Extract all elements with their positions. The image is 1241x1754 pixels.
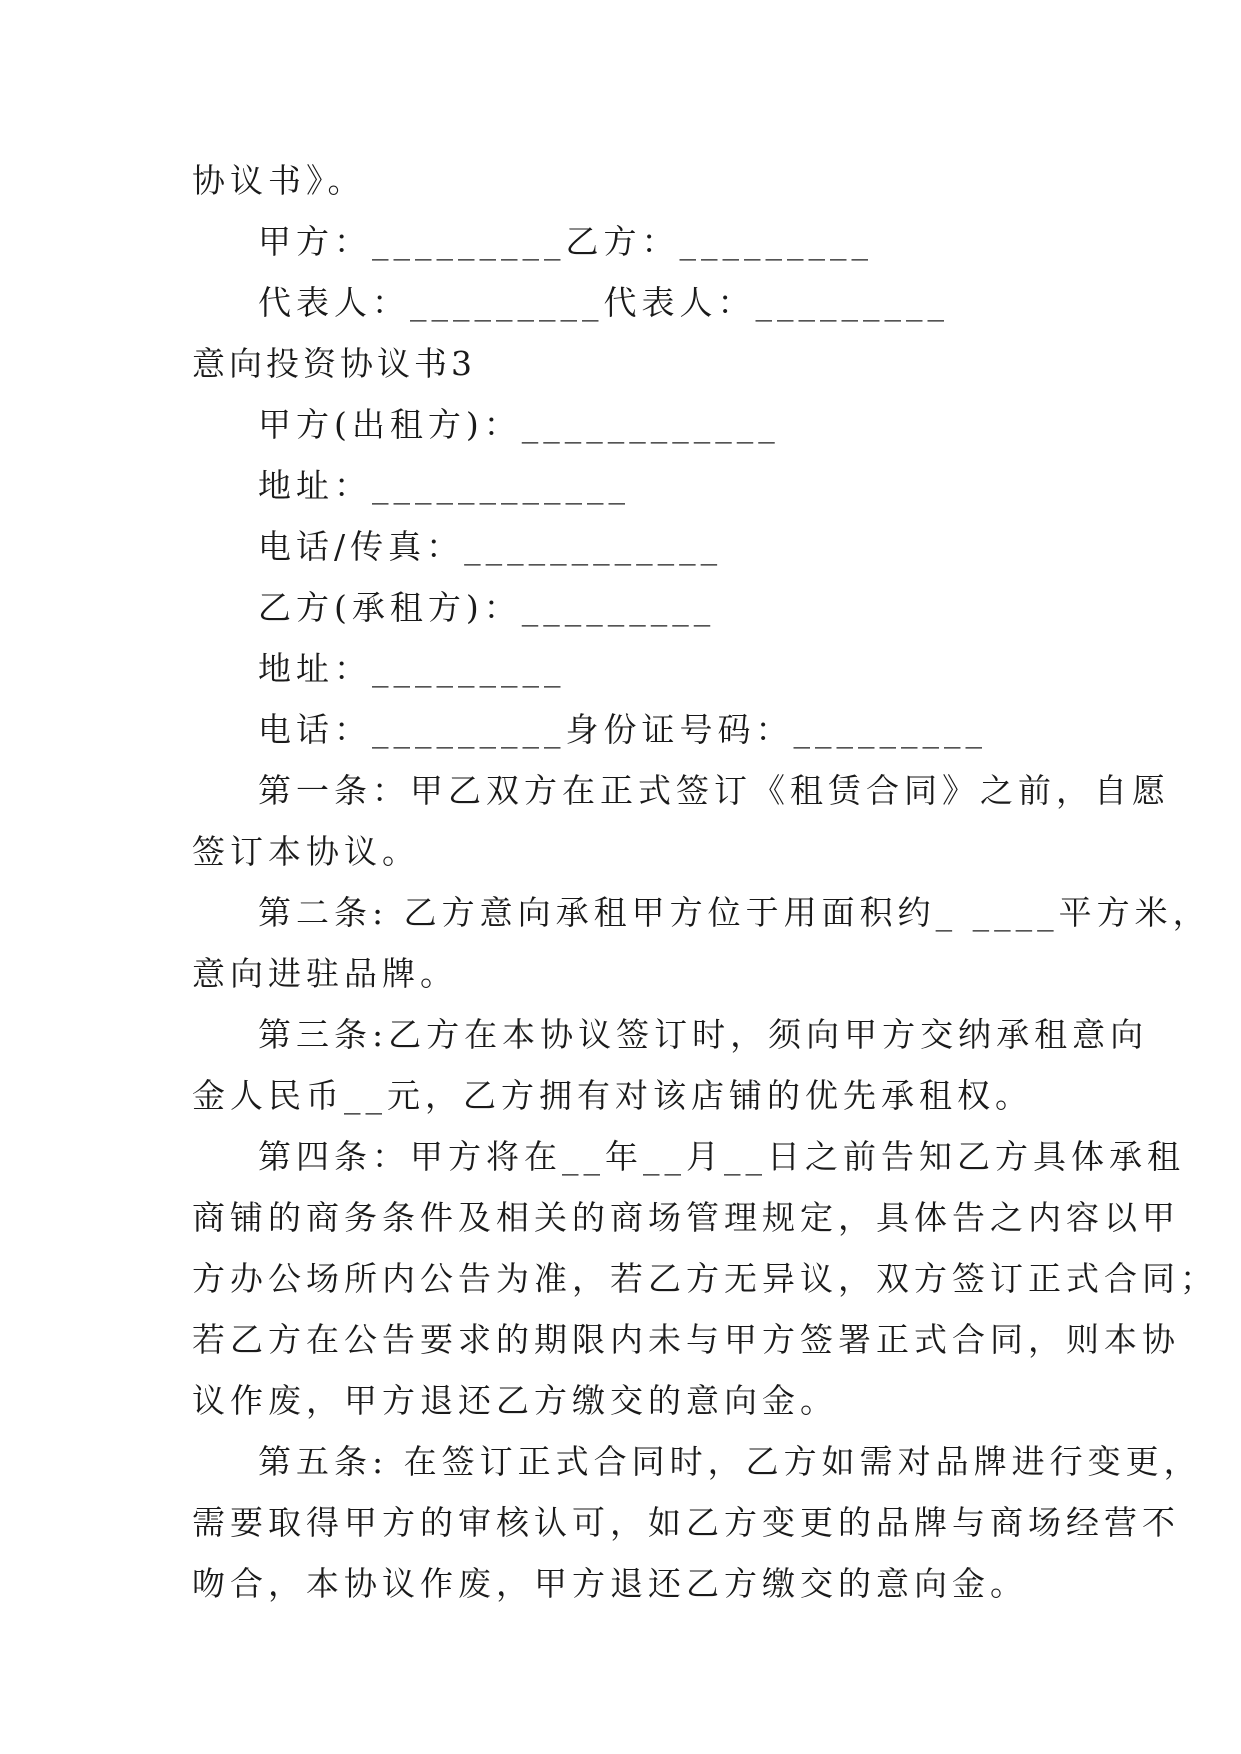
party-a-line: 甲方(出租方)：____________ — [258, 405, 780, 444]
article-3 — [192, 1004, 1149, 1126]
section-title: 意向投资协议书3 — [192, 344, 476, 383]
address-line: 地址：____________ — [258, 466, 630, 505]
article-line: 第四条：甲方将在__年__月__日之前告知乙方具体承租 — [258, 1137, 1185, 1176]
party-b-line: 乙方(承租方)：_________ — [258, 588, 716, 627]
phone-id-line: 电话：_________身份证号码：_________ — [258, 710, 987, 749]
article-1 — [192, 760, 1170, 882]
phone-fax-line: 电话/传真：____________ — [258, 527, 723, 566]
article-line: 意向进驻品牌。 — [192, 954, 458, 993]
article-line: 方办公场所内公告为准，若乙方无异议，双方签订正式合同； — [192, 1259, 1218, 1298]
address-line: 地址：_________ — [258, 649, 566, 688]
article-line: 第一条：甲乙双方在正式签订《租赁合同》之前，自愿 — [258, 771, 1170, 810]
article-line: 商铺的商务条件及相关的商场管理规定，具体告之内容以甲 — [192, 1198, 1180, 1237]
article-line: 议作废，甲方退还乙方缴交的意向金。 — [192, 1381, 838, 1420]
document-page — [192, 150, 1218, 1614]
article-2 — [192, 882, 1211, 1004]
party-a-b-line: 甲方：_________乙方：_________ — [258, 222, 873, 261]
article-line: 第三条:乙方在本协议签订时，须向甲方交纳承租意向 — [258, 1015, 1149, 1054]
article-line: 金人民币__元，乙方拥有对该店铺的优先承租权。 — [192, 1076, 1033, 1115]
article-line: 若乙方在公告要求的期限内未与甲方签署正式合同，则本协 — [192, 1320, 1180, 1359]
article-line: 吻合，本协议作废，甲方退还乙方缴交的意向金。 — [192, 1564, 1028, 1603]
article-line: 需要取得甲方的审核认可，如乙方变更的品牌与商场经营不 — [192, 1503, 1180, 1542]
article-5 — [192, 1431, 1202, 1614]
text-line: 协议书》。 — [192, 161, 366, 200]
article-line: 第五条: 在签订正式合同时，乙方如需对品牌进行变更， — [258, 1442, 1202, 1481]
representative-line: 代表人：_________代表人：_________ — [258, 283, 949, 322]
article-4 — [192, 1126, 1218, 1431]
article-line: 签订本协议。 — [192, 832, 420, 871]
article-line: 第二条: 乙方意向承租甲方位于用面积约_ ____平方米， — [258, 893, 1211, 932]
